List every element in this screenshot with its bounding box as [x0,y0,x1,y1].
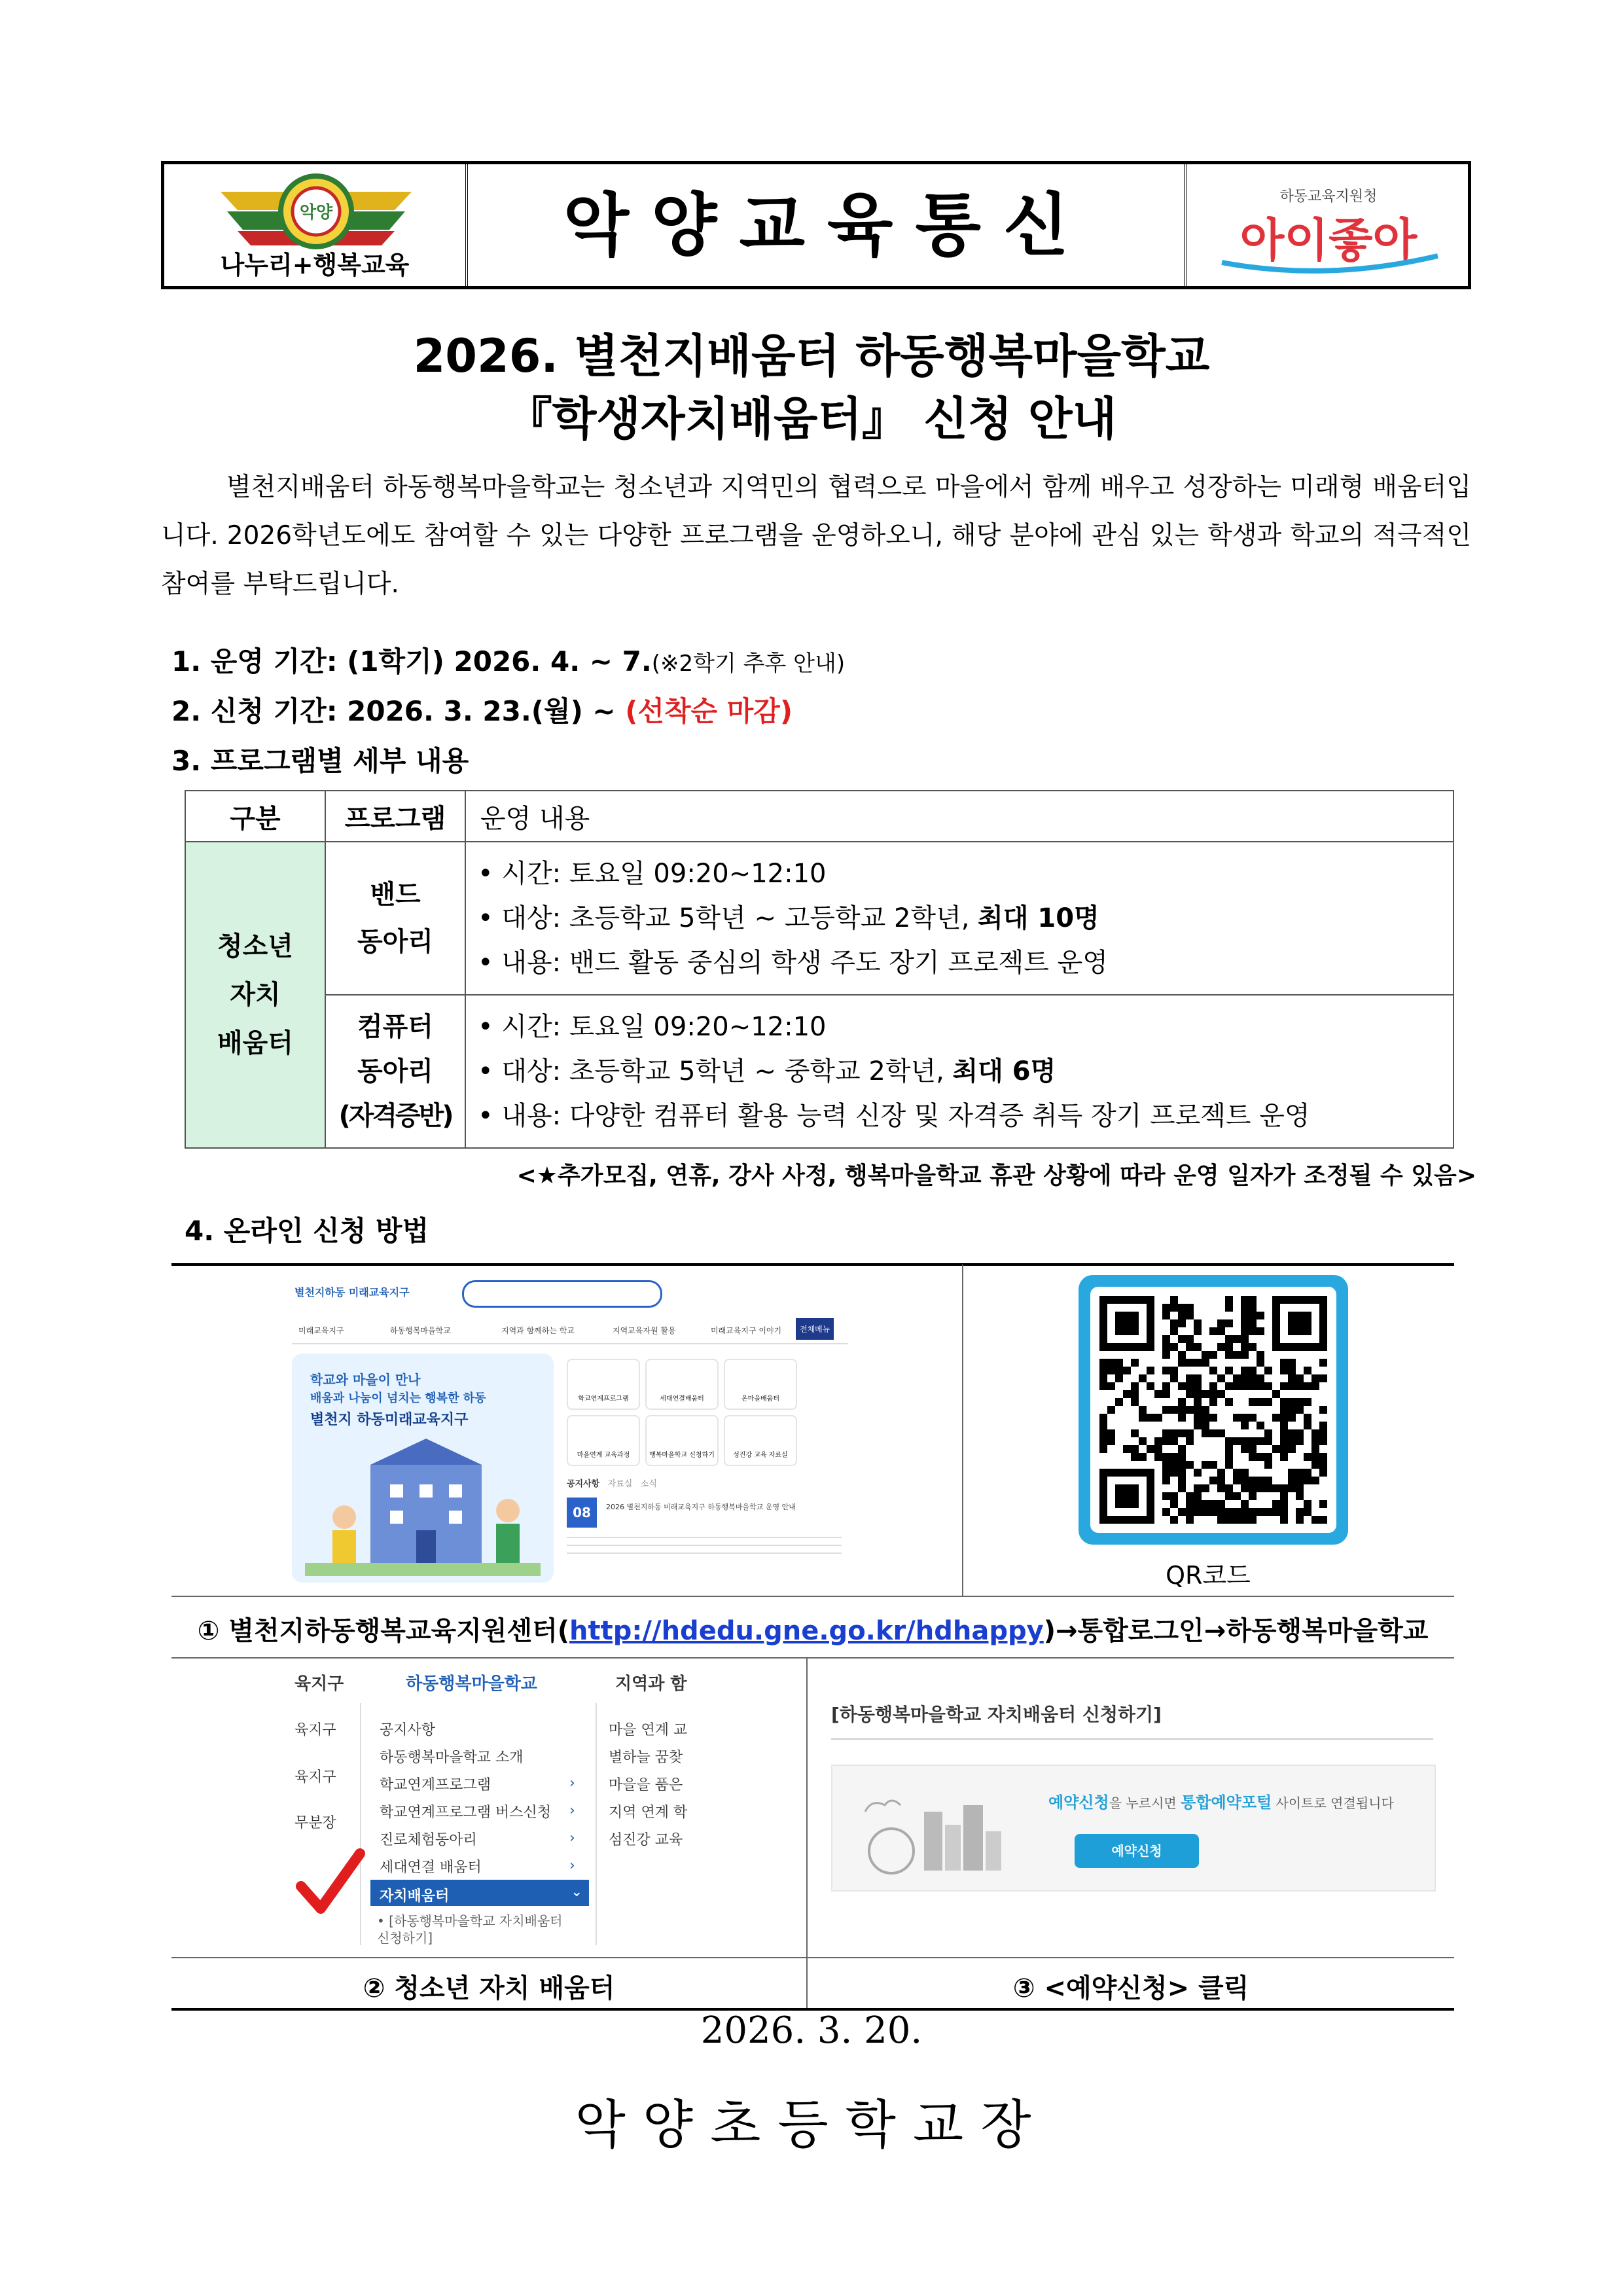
site-nav-item[interactable]: 미래교육지구 [298,1326,344,1335]
grid-column-divider [962,1265,963,1596]
menu-right-item[interactable]: 섬진강 교육 [609,1832,683,1848]
site-nav [292,1317,848,1344]
menu-screenshot [275,1666,792,1948]
apply-description [1048,1789,1394,1812]
menu-right-item[interactable]: 별하늘 꿈찾 [609,1749,683,1766]
menu-item[interactable]: 학교연계프로그램 [380,1777,491,1793]
brand-subtitle: 하동교육지원청 [1279,188,1378,205]
program-name-line: (자격증반) [338,1101,452,1131]
menu-divider [596,1703,597,1945]
grid-divider [171,1596,1454,1597]
schedule-adjust-note: <★추가모집, 연휴, 강사 사정, 행복마을학교 휴관 상황에 따라 운영 일자가 조정될 수 있음> [516,1162,1476,1189]
qr-code-icon [1090,1287,1336,1533]
program-name-cell [325,842,465,995]
checkmark-icon [294,1847,366,1919]
program-name-line: 밴드 [370,880,421,910]
issue-date: 2026. 3. 20. [700,2009,923,2052]
program-content-cell [465,842,1454,995]
program-name-line: 동아리 [357,927,433,957]
notice-divider [567,1552,842,1554]
grid-divider [171,1657,1454,1659]
menu-item[interactable]: 진로체험동아리 [380,1832,477,1848]
quick-link-label: 세대연결배움터 [660,1395,704,1403]
menu-right-item[interactable]: 마을을 품은 [609,1777,683,1793]
portal-name: 통합예약포털 [1181,1793,1272,1812]
menu-left-item[interactable]: 무분장 [294,1815,336,1831]
banner-line3: 별천지 하동미래교육지구 [310,1412,469,1428]
site-logo: 별천지하동 미래교육지구 [294,1286,410,1299]
doc-title-line2: 『학생자치배움터』 신청 안내 [506,392,1117,446]
apply-panel [831,1765,1436,1892]
category-line: 자치 [230,980,281,1010]
program-time: • 시간: 토요일 09:20~12:10 [478,852,1441,896]
program-description: • 내용: 다양한 컴퓨터 활용 능력 신장 및 자격증 취득 장기 프로젝트 운영 [478,1094,1441,1138]
menu-item[interactable]: 공지사항 [380,1722,436,1738]
program-name-line: 컴퓨터 [357,1012,433,1042]
chevron-right-icon: › [569,1775,575,1791]
site-quick-link[interactable] [645,1359,719,1410]
site-nav-item[interactable]: 지역교육자원 활용 [613,1326,676,1335]
notice-title[interactable]: 2026 별천지하동 미래교육지구 하동행복마을학교 운영 안내 [606,1503,796,1511]
program-name-cell [325,995,465,1148]
header-program: 프로그램 [325,791,465,842]
menu-right-item[interactable]: 마을 연계 교 [609,1722,688,1738]
banner-line2: 배움과 나눔이 넘치는 행복한 하동 [310,1391,486,1405]
notice-tabs [567,1477,657,1489]
header-category: 구분 [185,791,325,842]
menu-header-left: 육지구 [294,1674,344,1694]
menu-item[interactable]: 하동행복마을학교 소개 [380,1749,524,1766]
apply-text: 을 누르시면 [1109,1795,1181,1811]
table-row [185,995,1454,1148]
step1-prefix: ① 별천지하동행복교육지원센터( [197,1616,570,1646]
site-quick-link[interactable] [724,1359,797,1410]
notice-date-badge: 08 [567,1498,597,1528]
header-content: 운영 내용 [465,791,1454,842]
school-building-illustration [305,1439,541,1576]
qr-caption: QR코드 [1166,1561,1251,1590]
program-target [478,896,1441,941]
menu-item-active[interactable] [370,1880,589,1906]
section-operation-period [171,640,845,679]
site-nav-item[interactable]: 지역과 함께하는 학교 [501,1326,575,1335]
quick-link-label: 학교연계프로그램 [578,1395,629,1403]
category-line: 배움터 [217,1028,293,1058]
doc-title-line1: 2026. 별천지배움터 하동행복마을학교 [413,329,1210,383]
section-program-details: 3. 프로그램별 세부 내용 [171,745,469,777]
brand-swoosh-icon [1189,243,1468,282]
program-time: • 시간: 토요일 09:20~12:10 [478,1005,1441,1049]
program-capacity: 최대 6명 [952,1056,1056,1086]
menu-item-active-label: 자치배움터 [380,1888,450,1905]
grid-column-divider [806,1659,808,2008]
chevron-down-icon: ⌄ [571,1884,583,1900]
apply-screenshot [818,1666,1446,1948]
website-screenshot [285,1275,855,1583]
step1-caption [171,1610,1454,1647]
step3-caption: ③ <예약신청> 클릭 [1012,1973,1249,2003]
program-capacity: 최대 10명 [978,903,1099,933]
city-illustration-icon [852,1785,1009,1877]
site-nav-item[interactable]: 미래교육지구 이야기 [711,1326,782,1335]
newsletter-header [161,161,1471,289]
apply-keyword: 예약신청 [1048,1793,1109,1812]
program-table [185,790,1454,1149]
school-logo-cell [164,164,468,286]
newsletter-title: 악양교육통신 [563,185,1092,265]
step1-suffix: )→통합로그인→하동행복마을학교 [1043,1616,1429,1646]
program-name-line: 동아리 [357,1056,433,1086]
site-banner [292,1354,554,1583]
notice-tab[interactable]: 자료실 [607,1479,633,1489]
site-nav-item[interactable]: 하동행복마을학교 [390,1326,451,1335]
notice-tab[interactable]: 공지사항 [567,1479,600,1489]
logo-caption: 나누리+행복교육 [220,251,410,279]
program-target-text: 대상: 초등학교 5학년 ~ 고등학교 2학년, [501,903,978,933]
site-quick-link[interactable] [567,1359,640,1410]
notice-divider [567,1537,842,1538]
banner-line1: 학교와 마을이 만나 [310,1372,421,1388]
menu-left-item[interactable]: 육지구 [294,1769,336,1785]
notice-tab[interactable]: 소식 [640,1479,657,1489]
table-row [185,842,1454,995]
site-quick-link[interactable] [645,1415,719,1466]
menu-sub-item[interactable]: • [하동행복마을학교 자치배움터 신청하기] [377,1913,563,1946]
emblem-badge-text: 악양 [299,203,333,223]
program-description: • 내용: 밴드 활동 중심의 학생 주도 장기 프로젝트 운영 [478,941,1441,985]
grid-top-rule [171,1263,1454,1266]
program-content-cell [465,995,1454,1148]
notice-divider [567,1545,842,1546]
quick-link-label: 성진강 교육 자료실 [733,1452,788,1459]
brand-logo-text: 아이좋아 [1240,213,1418,267]
quick-link-label: 마을연계 교육과정 [577,1452,630,1459]
menu-header-mid: 하동행복마을학교 [406,1674,537,1694]
category-cell [185,842,325,1148]
signer: 악양초등학교장 [575,2094,1048,2155]
site-search-box[interactable] [462,1280,662,1308]
menu-header-right: 지역과 함 [615,1674,687,1694]
chevron-right-icon: › [569,1857,575,1874]
program-target-text: 대상: 초등학교 5학년 ~ 중학교 2학년, [501,1056,953,1086]
site-all-menu-button[interactable]: 전체메뉴 [796,1318,834,1340]
center-url-link[interactable]: http://hdedu.gne.go.kr/hdhappy [569,1616,1044,1646]
first-come-notice: (선착순 마감) [625,695,793,727]
operation-period-note: (※2학기 추후 안내) [651,651,846,677]
qr-code[interactable] [1090,1287,1336,1533]
chevron-right-icon: › [569,1830,575,1846]
section-online-application: 4. 온라인 신청 방법 [185,1215,429,1247]
apply-text: 사이트로 연결됩니다 [1272,1795,1394,1811]
brand-logo-cell [1189,164,1468,286]
grid-divider [171,1957,1454,1958]
reservation-button[interactable]: 예약신청 [1075,1834,1199,1868]
intro-paragraph: 별천지배움터 하동행복마을학교는 청소년과 지역민의 협력으로 마을에서 함께 배우고 성장하는 미래형 배움터입니다. 2026학년도에도 참여할 수 있는 다양한 프로그램을 운영하오니, 해당 분야에 관심 있는 학생과 학교의 적극적인 참여를 부탁드립니다. [161,473,1471,599]
program-target [478,1049,1441,1094]
menu-right-item[interactable]: 지역 연계 학 [609,1804,688,1821]
section-application-period [171,690,793,729]
table-header-row [185,791,1454,842]
site-quick-link[interactable] [567,1415,640,1466]
menu-left-item[interactable]: 육지구 [294,1722,336,1738]
site-quick-link[interactable] [724,1415,797,1466]
menu-item[interactable]: 학교연계프로그램 버스신청 [380,1804,552,1821]
title-cell [471,164,1186,286]
step2-caption: ② 청소년 자치 배움터 [363,1973,615,2003]
category-line: 청소년 [217,931,293,961]
apply-title: [하동행복마을학교 자치배움터 신청하기] [831,1704,1162,1725]
quick-link-label: 온마을배움터 [741,1395,779,1403]
operation-period-label: 1. 운영 기간: (1학기) 2026. 4. ~ 7. [171,645,652,677]
menu-item[interactable]: 세대연결 배움터 [380,1859,482,1876]
chevron-right-icon: › [569,1803,575,1819]
apply-divider [831,1738,1433,1740]
application-period-label: 2. 신청 기간: 2026. 3. 23.(월) ~ [171,695,626,727]
quick-link-label: 행복마을학교 신청하기 [649,1452,715,1459]
